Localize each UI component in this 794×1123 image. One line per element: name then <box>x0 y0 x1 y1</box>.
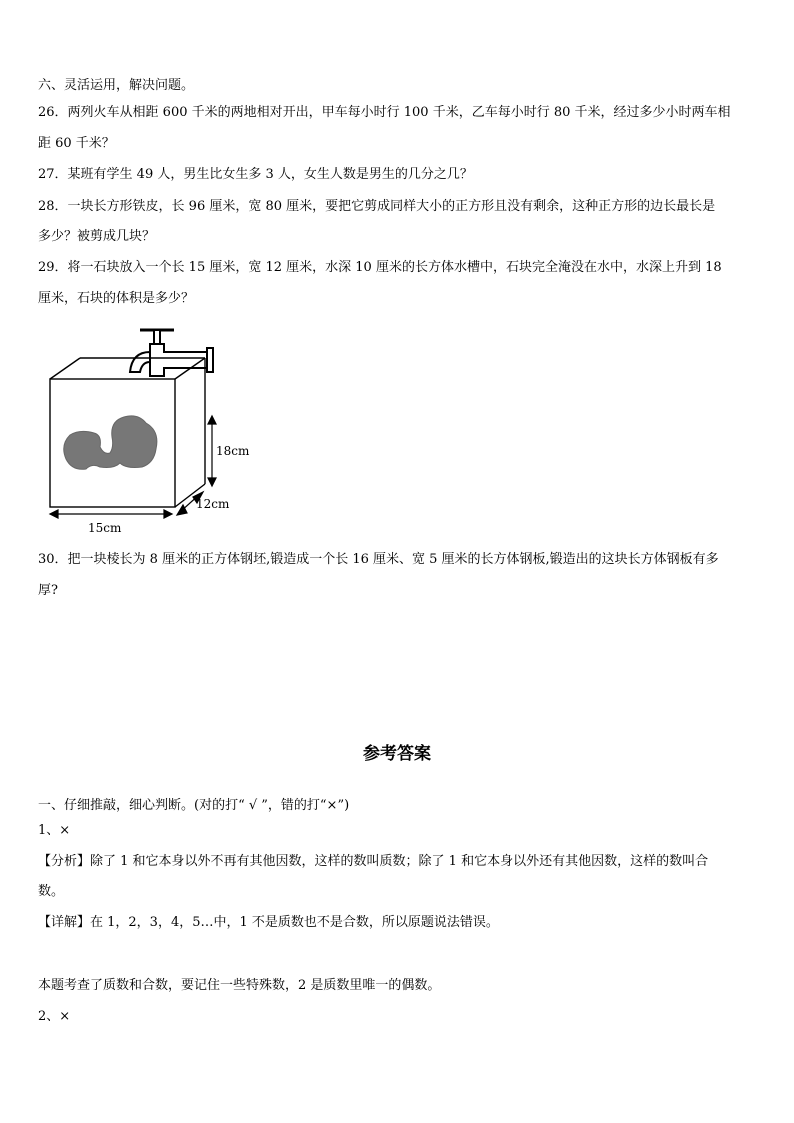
question-26-line-2: 距 60 千米？ <box>38 136 115 151</box>
answer-1-note: 本题考查了质数和合数，要记住一些特殊数，2 是质数里唯一的偶数。 <box>38 978 441 993</box>
question-26-line-1: 26．两列火车从相距 600 千米的两地相对开出，甲车每小时行 100 千米，乙车每小时行 80 千米，经过多少小时两车相 <box>38 105 731 120</box>
answer-1-analysis-line-2: 数。 <box>38 884 65 899</box>
question-30-line-2: 厚? <box>38 583 58 598</box>
answer-1-analysis-line-1: 【分析】除了 1 和它本身以外不再有其他因数，这样的数叫质数；除了 1 和它本身以外还有其他因数，这样的数叫合 <box>38 854 709 869</box>
water-tank-figure <box>40 322 280 542</box>
question-30-line-1: 30．把一块棱长为 8 厘米的正方体钢坯,锻造成一个长 16 厘米、宽 5 厘米的长方体钢板,锻造出的这块长方体钢板有多 <box>38 552 719 567</box>
height-dimension <box>208 416 216 486</box>
answer-2: 2、× <box>38 1009 71 1024</box>
answers-title: 参考答案 <box>363 744 431 764</box>
length-dimension <box>50 510 172 518</box>
question-28-line-1: 28．一块长方形铁皮，长 96 厘米，宽 80 厘米，要把它剪成同样大小的正方形且没有剩余，这种正方形的边长最长是 <box>38 199 716 214</box>
question-28-line-2: 多少？被剪成几块？ <box>38 229 156 244</box>
length-label: 15cm <box>88 521 122 535</box>
answer-1: 1、× <box>38 823 71 838</box>
question-29-line-2: 厘米，石块的体积是多少？ <box>38 291 195 306</box>
answer-1-detail: 【详解】在 1，2，3，4，5…中，1 不是质数也不是合数，所以原题说法错误。 <box>38 915 499 930</box>
height-label: 18cm <box>216 444 250 458</box>
stone-shape <box>64 416 157 469</box>
width-label: 12cm <box>196 497 230 511</box>
question-29-line-1: 29．将一石块放入一个长 15 厘米，宽 12 厘米，水深 10 厘米的长方体水槽中，石块完全淹没在水中，水深上升到 18 <box>38 260 722 275</box>
answers-section-1-heading: 一、仔细推敲，细心判断。(对的打“ √ ”，错的打“×”) <box>38 798 350 813</box>
section-6-heading: 六、灵活运用，解决问题。 <box>38 78 195 93</box>
faucet-icon <box>130 330 213 376</box>
question-27: 27．某班有学生 49 人，男生比女生多 3 人，女生人数是男生的几分之几？ <box>38 167 473 182</box>
